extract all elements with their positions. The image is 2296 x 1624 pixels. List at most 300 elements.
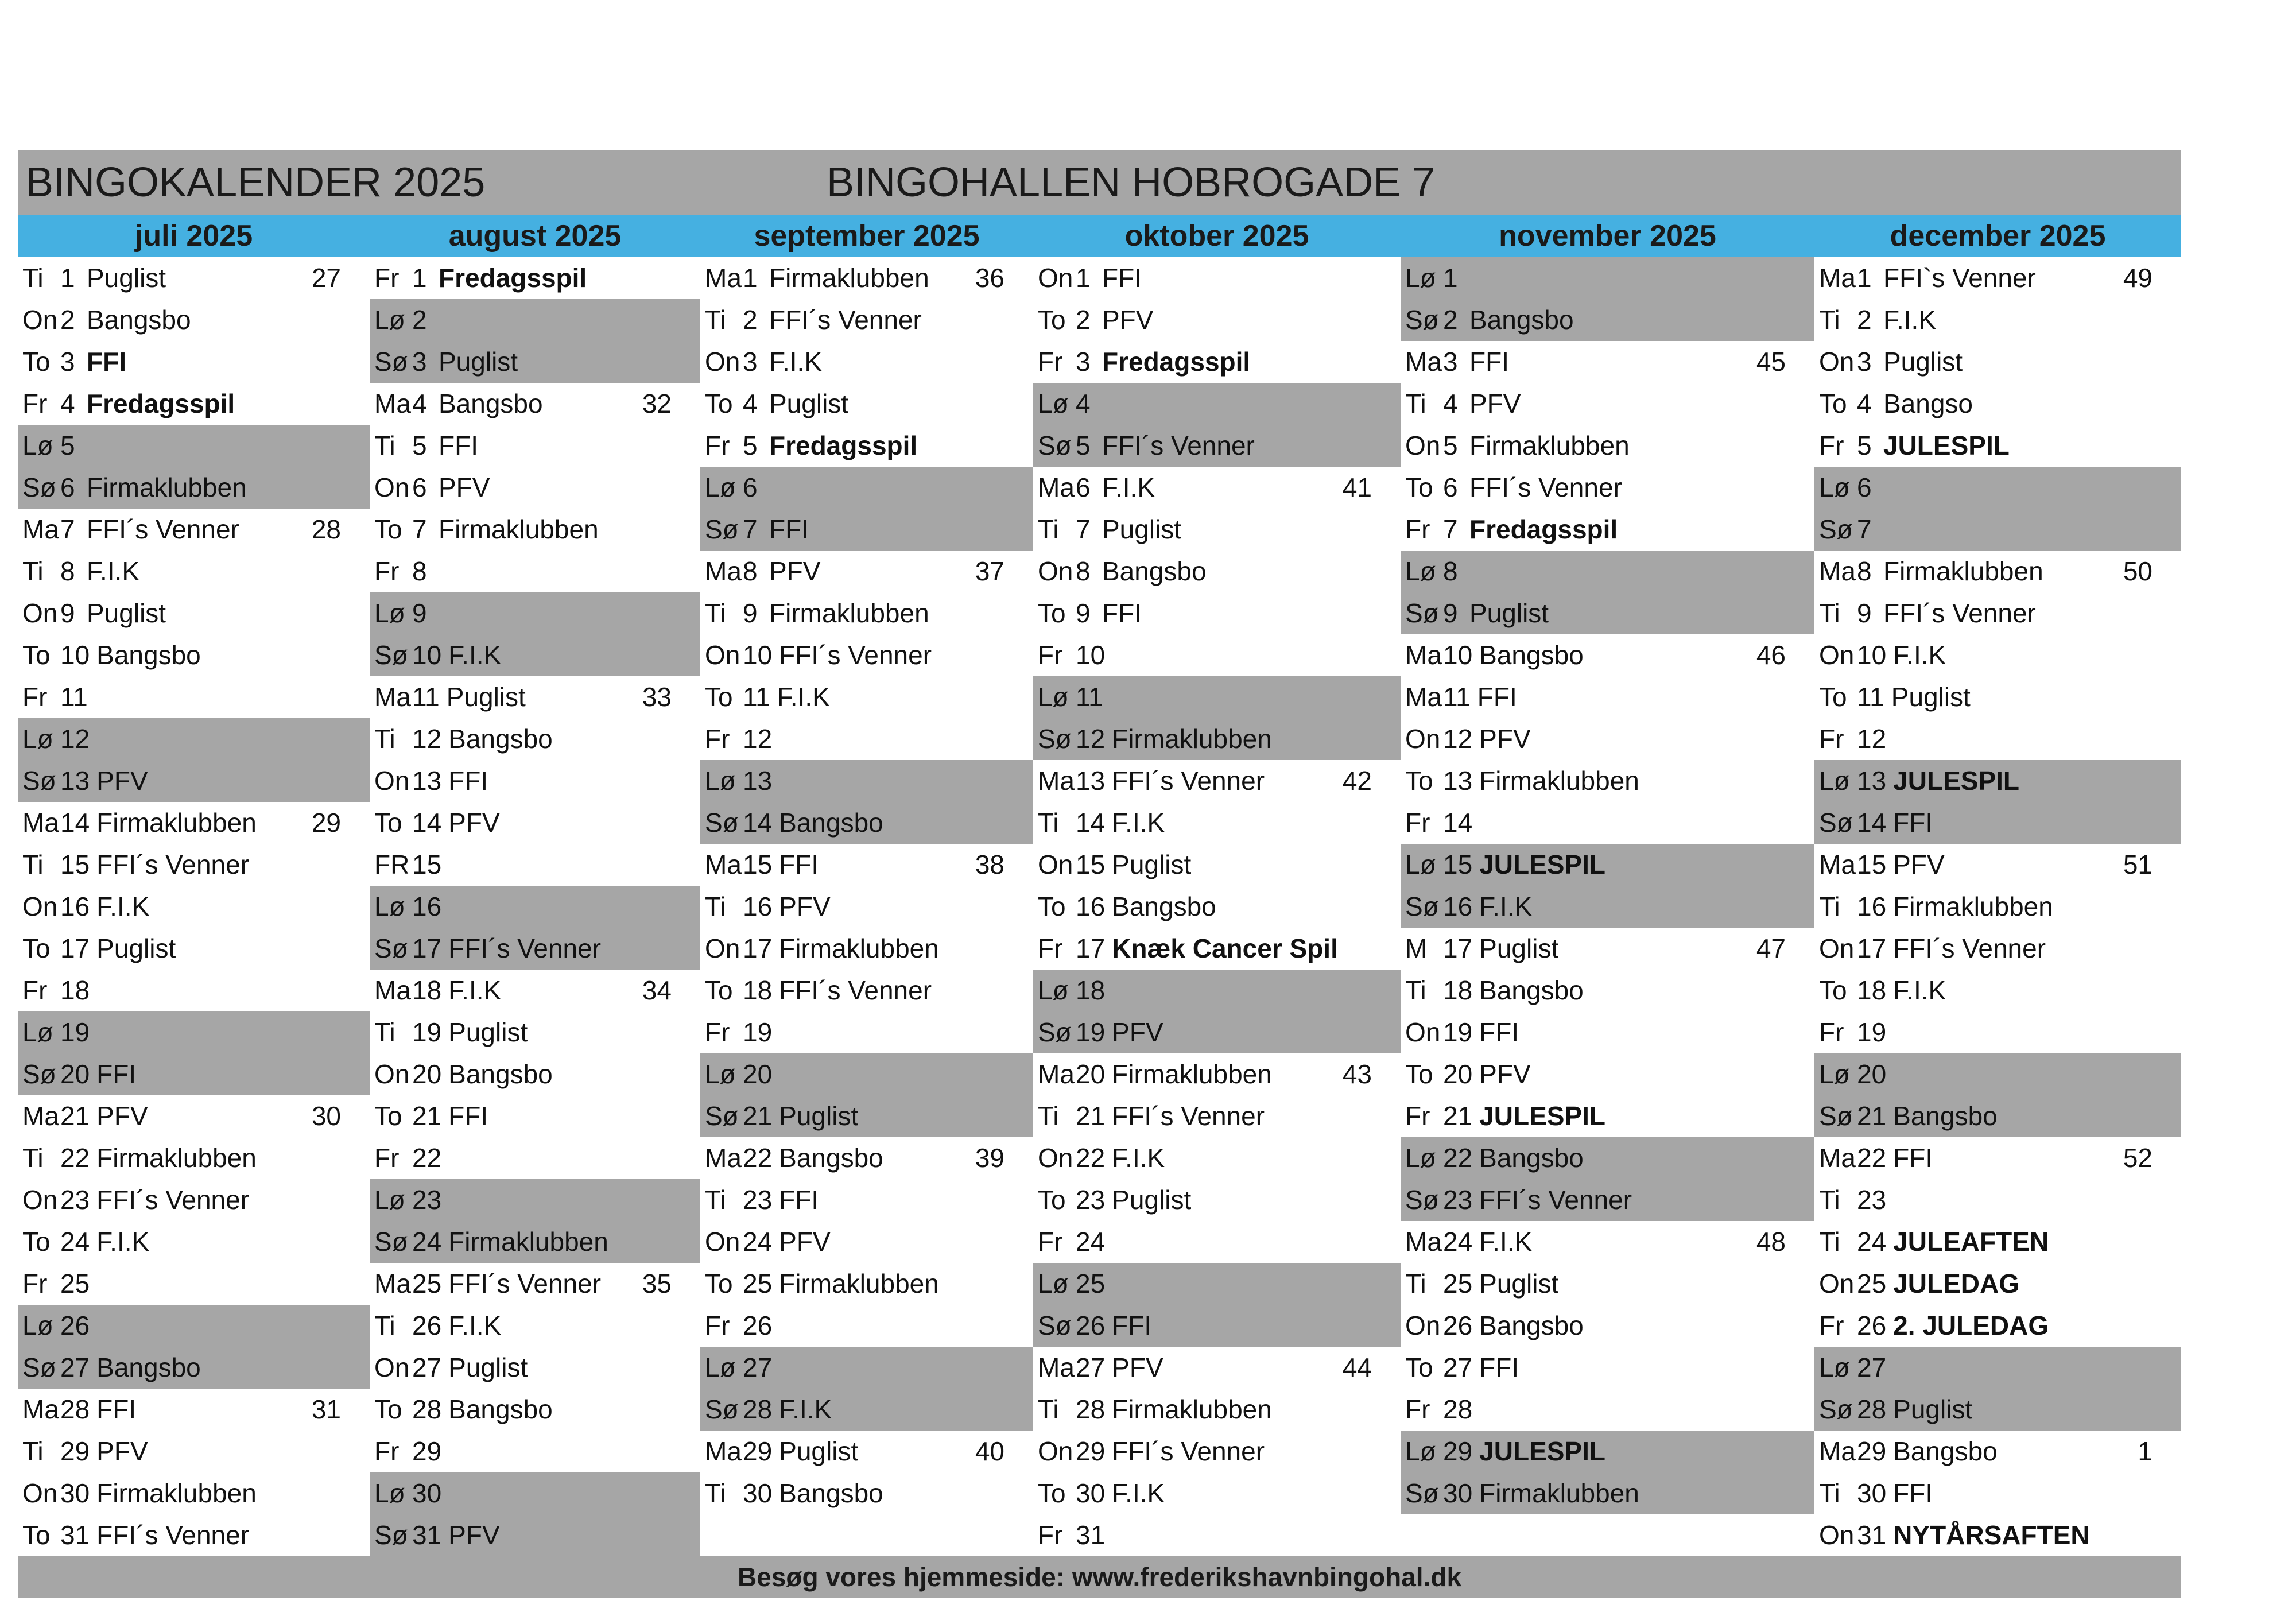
day-row [1401, 383, 1814, 425]
day-number: 8 [60, 556, 75, 586]
day-number: 12 [1857, 724, 1887, 754]
day-row [700, 1431, 1033, 1472]
day-row [18, 1472, 370, 1514]
day-number: 15 [1076, 850, 1106, 879]
day-number: 19 [1443, 1017, 1473, 1047]
day-row [18, 592, 370, 634]
day-row [1814, 551, 2181, 592]
day-row [1401, 467, 1814, 509]
day-number: 18 [743, 975, 773, 1005]
week-number: 32 [642, 389, 672, 418]
day-number: 5 [1443, 431, 1458, 460]
weekend-day-row [1814, 1389, 2181, 1431]
weekday-label: Fr [1819, 724, 1844, 754]
day-number: 26 [1076, 1311, 1106, 1340]
event-name: Bangsbo [1893, 1101, 1998, 1131]
event-name: Puglist [439, 347, 518, 377]
weekday-label: Ti [22, 850, 44, 879]
weekday-label: Lø [1038, 389, 1069, 418]
weekend-day-row [700, 1053, 1033, 1095]
day-row [18, 676, 370, 718]
event-name: FFI [1102, 598, 1142, 628]
weekend-day-row [370, 341, 700, 383]
event-name: PFV [1469, 389, 1521, 418]
event-name: Puglist [448, 1352, 528, 1382]
weekday-label: Sø [22, 472, 56, 502]
day-number: 26 [1443, 1311, 1473, 1340]
day-number: 11 [60, 682, 88, 712]
day-number: 14 [60, 808, 90, 838]
day-number: 18 [1443, 975, 1473, 1005]
event-name: PFV [439, 472, 490, 502]
weekday-label: Ma [374, 389, 411, 418]
event-name: Firmaklubben [448, 1227, 608, 1257]
event-name: FFI [448, 1101, 488, 1131]
week-number: 1 [2138, 1436, 2152, 1466]
event-name: FFI´s Venner [96, 850, 250, 879]
day-number: 26 [1857, 1311, 1887, 1340]
day-number: 25 [743, 1269, 773, 1299]
day-row [18, 551, 370, 592]
event-name: JULEDAG [1893, 1269, 2019, 1299]
event-name: PFV [96, 766, 148, 796]
day-number: 18 [1857, 975, 1887, 1005]
day-row [1814, 1137, 2181, 1179]
event-name: FFI´s Venner [1112, 766, 1265, 796]
event-name: Bangsbo [1893, 1436, 1998, 1466]
day-number: 12 [60, 724, 90, 754]
weekend-day-row [18, 1305, 370, 1347]
weekend-day-row [1814, 509, 2181, 551]
weekday-label: On [1038, 263, 1073, 293]
weekday-label: To [1819, 682, 1847, 712]
event-name: F.I.K [448, 640, 502, 670]
weekend-day-row [370, 886, 700, 928]
weekday-label: Sø [22, 1352, 56, 1382]
weekday-label: To [22, 640, 51, 670]
week-number: 43 [1342, 1059, 1372, 1089]
month-header: november 2025 [1499, 219, 1716, 253]
day-number: 2 [60, 305, 75, 335]
day-number: 11 [1076, 682, 1103, 712]
weekday-label: Fr [1819, 1017, 1844, 1047]
week-number: 41 [1342, 472, 1372, 502]
event-name: Puglist [448, 1017, 528, 1047]
weekday-label: To [1038, 305, 1066, 335]
weekday-label: To [1819, 389, 1847, 418]
weekday-label: Lø [374, 1185, 405, 1215]
weekday-label: Fr [22, 975, 48, 1005]
event-name: JULEAFTEN [1893, 1227, 2049, 1257]
weekday-label: Sø [1819, 1101, 1853, 1131]
day-number: 21 [412, 1101, 442, 1131]
weekday-label: Fr [22, 1269, 48, 1299]
weekend-day-row [370, 1472, 700, 1514]
week-number: 50 [2123, 556, 2152, 586]
month-header: juli 2025 [134, 219, 253, 253]
event-name: Bangsbo [448, 1059, 553, 1089]
weekday-label: Ti [374, 724, 395, 754]
weekday-label: Ti [1819, 305, 1840, 335]
weekday-label: To [705, 682, 733, 712]
weekday-label: To [1405, 1059, 1433, 1089]
weekend-day-row [700, 1347, 1033, 1389]
day-row [18, 1263, 370, 1305]
event-name: Puglist [1102, 514, 1182, 544]
event-name: Firmaklubben [1469, 431, 1630, 460]
day-number: 11 [1443, 682, 1471, 712]
day-number: 17 [412, 933, 442, 963]
day-number: 10 [60, 640, 90, 670]
event-name: Bangsbo [448, 1394, 553, 1424]
day-number: 29 [1857, 1436, 1887, 1466]
week-number: 45 [1756, 347, 1786, 377]
day-number: 22 [60, 1143, 90, 1173]
day-row [1814, 592, 2181, 634]
day-number: 17 [1443, 933, 1473, 963]
weekday-label: Sø [22, 1059, 56, 1089]
weekday-label: On [1405, 724, 1441, 754]
weekend-day-row [1401, 257, 1814, 299]
day-number: 16 [1076, 892, 1106, 921]
weekday-label: On [1405, 1017, 1441, 1047]
day-row [1033, 341, 1401, 383]
weekday-label: Ti [374, 1017, 395, 1047]
week-number: 38 [975, 850, 1004, 879]
week-number: 47 [1756, 933, 1786, 963]
day-number: 13 [1443, 766, 1473, 796]
day-number: 8 [1443, 556, 1458, 586]
weekend-day-row [1401, 1431, 1814, 1472]
day-number: 4 [743, 389, 758, 418]
weekday-label: Ti [705, 892, 726, 921]
day-number: 17 [1076, 933, 1106, 963]
day-number: 16 [743, 892, 773, 921]
weekday-label: Ti [705, 1478, 726, 1508]
event-name: Bangsbo [96, 640, 201, 670]
event-name: PFV [1479, 1059, 1531, 1089]
day-row [370, 970, 700, 1011]
day-row [1814, 970, 2181, 1011]
weekday-label: Sø [374, 1227, 408, 1257]
event-name: F.I.K [1479, 1227, 1533, 1257]
day-number: 5 [1076, 431, 1091, 460]
weekday-label: Lø [374, 1478, 405, 1508]
day-number: 23 [412, 1185, 442, 1215]
event-name: JULESPIL [1479, 1436, 1605, 1466]
day-number: 5 [1857, 431, 1872, 460]
day-number: 19 [60, 1017, 90, 1047]
weekday-label: Sø [705, 808, 739, 838]
weekend-day-row [700, 802, 1033, 844]
weekday-label: Ti [374, 1311, 395, 1340]
day-row [370, 1347, 700, 1389]
day-number: 14 [412, 808, 442, 838]
day-number: 20 [412, 1059, 442, 1089]
day-row [1401, 509, 1814, 551]
day-number: 21 [60, 1101, 90, 1131]
weekend-day-row [18, 467, 370, 509]
day-row [1814, 1011, 2181, 1053]
event-name: FFI´s Venner [1893, 933, 2046, 963]
event-name: F.I.K [1893, 640, 1946, 670]
day-number: 30 [60, 1478, 90, 1508]
event-name: Firmaklubben [1479, 1478, 1639, 1508]
day-number: 23 [743, 1185, 773, 1215]
day-number: 25 [1857, 1269, 1887, 1299]
weekday-label: Lø [705, 766, 736, 796]
event-name: Puglist [769, 389, 849, 418]
week-number: 52 [2123, 1143, 2152, 1173]
weekday-label: On [1819, 933, 1855, 963]
day-number: 24 [60, 1227, 90, 1257]
day-number: 19 [412, 1017, 442, 1047]
event-name: FFI´s Venner [87, 514, 239, 544]
weekend-day-row [370, 1514, 700, 1556]
day-number: 12 [412, 724, 442, 754]
day-number: 24 [1076, 1227, 1106, 1257]
weekday-label: Fr [1405, 514, 1430, 544]
weekday-label: Sø [374, 347, 408, 377]
day-number: 29 [1443, 1436, 1473, 1466]
day-row [1033, 1389, 1401, 1431]
weekday-label: Sø [1405, 305, 1439, 335]
weekend-day-row [18, 425, 370, 467]
day-number: 18 [1076, 975, 1106, 1005]
weekday-label: Ma [1405, 1227, 1442, 1257]
day-row [1401, 1095, 1814, 1137]
day-row [1401, 1263, 1814, 1305]
day-number: 12 [1443, 724, 1473, 754]
day-number: 1 [1076, 263, 1091, 293]
weekday-label: Fr [1038, 933, 1063, 963]
weekday-label: On [1038, 556, 1073, 586]
day-number: 15 [60, 850, 90, 879]
weekday-label: Fr [1405, 1101, 1430, 1131]
month-column [370, 257, 700, 1556]
event-name: 2. JULEDAG [1893, 1311, 2049, 1340]
weekday-label: On [1405, 431, 1441, 460]
weekday-label: To [1405, 766, 1433, 796]
day-number: 31 [60, 1520, 90, 1550]
weekday-label: Sø [1405, 1185, 1439, 1215]
weekday-label: Ma [1405, 347, 1442, 377]
day-number: 10 [1857, 640, 1887, 670]
event-name: FFI´s Venner [769, 305, 922, 335]
event-name: FFI´s Venner [1479, 1185, 1632, 1215]
day-row [18, 383, 370, 425]
event-name: FFI [1102, 263, 1142, 293]
day-number: 14 [1443, 808, 1473, 838]
weekday-label: On [1819, 347, 1855, 377]
weekday-label: Ti [374, 431, 395, 460]
event-name: Puglist [1112, 850, 1192, 879]
event-name: FFI [87, 347, 126, 377]
day-row [370, 844, 700, 886]
weekend-day-row [1033, 1011, 1401, 1053]
day-row [700, 928, 1033, 970]
day-row [700, 383, 1033, 425]
weekday-label: Fr [374, 1143, 400, 1173]
day-number: 15 [1857, 850, 1887, 879]
weekday-label: Ma [1819, 850, 1856, 879]
weekday-label: Fr [705, 1017, 730, 1047]
weekday-label: Ti [1819, 1227, 1840, 1257]
week-number: 48 [1756, 1227, 1786, 1257]
week-number: 29 [311, 808, 341, 838]
weekday-label: Ti [22, 1436, 44, 1466]
week-number: 31 [311, 1394, 341, 1424]
week-number: 40 [975, 1436, 1004, 1466]
day-row [370, 718, 700, 760]
weekend-day-row [1814, 802, 2181, 844]
day-row [700, 1011, 1033, 1053]
week-number: 36 [975, 263, 1004, 293]
day-number: 22 [1076, 1143, 1106, 1173]
weekday-label: Ti [705, 1185, 726, 1215]
day-row [1814, 1221, 2181, 1263]
event-name: NYTÅRSAFTEN [1893, 1520, 2090, 1550]
day-number: 27 [1076, 1352, 1106, 1382]
day-row [18, 1137, 370, 1179]
weekend-day-row [1401, 1179, 1814, 1221]
weekday-label: On [1038, 1143, 1073, 1173]
day-number: 11 [1857, 682, 1884, 712]
day-number: 1 [1857, 263, 1872, 293]
day-row [18, 928, 370, 970]
day-number: 25 [412, 1269, 442, 1299]
weekday-label: Ma [1819, 1143, 1856, 1173]
day-number: 16 [60, 892, 90, 921]
day-number: 26 [412, 1311, 442, 1340]
weekend-day-row [1814, 467, 2181, 509]
weekday-label: Ti [1819, 598, 1840, 628]
day-row [1033, 844, 1401, 886]
weekday-label: On [1038, 850, 1073, 879]
weekday-label: On [374, 1059, 410, 1089]
event-name: FFI [1112, 1311, 1152, 1340]
event-name: PFV [1479, 724, 1531, 754]
weekday-label: Fr [374, 263, 400, 293]
day-row [1033, 1137, 1401, 1179]
event-name: Puglist [779, 1101, 859, 1131]
day-row [700, 886, 1033, 928]
day-number: 9 [60, 598, 75, 628]
day-row [1033, 886, 1401, 928]
day-row [370, 467, 700, 509]
weekday-label: Lø [374, 305, 405, 335]
weekday-label: Ma [1038, 472, 1075, 502]
event-name: Bangso [1883, 389, 1973, 418]
weekday-label: To [1038, 892, 1066, 921]
event-name: FFI [1893, 1143, 1933, 1173]
weekday-label: Ma [705, 556, 742, 586]
day-number: 26 [743, 1311, 773, 1340]
weekend-day-row [1401, 886, 1814, 928]
weekend-day-row [370, 928, 700, 970]
day-row [1814, 886, 2181, 928]
weekday-label: To [22, 1227, 51, 1257]
event-name: F.I.K [1112, 1143, 1165, 1173]
day-number: 24 [743, 1227, 773, 1257]
day-row [370, 257, 700, 299]
day-row [18, 1221, 370, 1263]
day-row [18, 886, 370, 928]
day-number: 7 [1857, 514, 1872, 544]
weekday-label: Ti [1819, 892, 1840, 921]
week-number: 33 [642, 682, 672, 712]
event-name: FFI [779, 850, 819, 879]
month-header: december 2025 [1890, 219, 2106, 253]
day-row [1814, 1514, 2181, 1556]
day-row [370, 551, 700, 592]
day-number: 9 [412, 598, 427, 628]
day-row [700, 718, 1033, 760]
day-number: 10 [412, 640, 442, 670]
weekday-label: Ti [1038, 514, 1059, 544]
event-name: FFI´s Venner [1112, 1101, 1265, 1131]
day-number: 20 [1443, 1059, 1473, 1089]
event-name: F.I.K [1479, 892, 1533, 921]
day-row [370, 1305, 700, 1347]
day-number: 21 [743, 1101, 773, 1131]
week-number: 42 [1342, 766, 1372, 796]
event-name: Bangsbo [779, 1143, 883, 1173]
week-number: 44 [1342, 1352, 1372, 1382]
day-number: 28 [743, 1394, 773, 1424]
weekday-label: Ma [22, 1394, 59, 1424]
weekday-label: On [1819, 640, 1855, 670]
day-row [1401, 1053, 1814, 1095]
day-number: 27 [1443, 1352, 1473, 1382]
day-number: 27 [1857, 1352, 1887, 1382]
event-name: Fredagsspil [1102, 347, 1251, 377]
weekday-label: On [1819, 1520, 1855, 1550]
weekday-label: Ma [1819, 1436, 1856, 1466]
day-number: 3 [1857, 347, 1872, 377]
day-number: 9 [1076, 598, 1091, 628]
event-name: Bangsbo [439, 389, 543, 418]
day-number: 15 [412, 850, 442, 879]
day-number: 21 [1076, 1101, 1106, 1131]
day-row [1814, 676, 2181, 718]
weekday-label: On [22, 305, 58, 335]
event-name: F.I.K [448, 1311, 502, 1340]
day-row [1401, 634, 1814, 676]
day-number: 2 [1857, 305, 1872, 335]
event-name: PFV [96, 1436, 148, 1466]
day-number: 3 [412, 347, 427, 377]
day-number: 14 [1857, 808, 1887, 838]
weekday-label: Ma [1819, 556, 1856, 586]
event-name: Bangsbo [1479, 1143, 1584, 1173]
day-row [1401, 802, 1814, 844]
weekday-label: Sø [374, 1520, 408, 1550]
weekend-day-row [370, 1221, 700, 1263]
weekday-label: Fr [1038, 1520, 1063, 1550]
weekday-label: On [1819, 1269, 1855, 1299]
day-number: 4 [1857, 389, 1872, 418]
event-name: Bangsbo [96, 1352, 201, 1382]
weekend-day-row [1033, 1305, 1401, 1347]
day-number: 24 [412, 1227, 442, 1257]
event-name: Puglist [1112, 1185, 1192, 1215]
day-row [1401, 718, 1814, 760]
event-name: Bangsbo [1479, 1311, 1584, 1340]
day-number: 20 [743, 1059, 773, 1089]
weekend-day-row [370, 592, 700, 634]
event-name: FFI [1893, 808, 1933, 838]
